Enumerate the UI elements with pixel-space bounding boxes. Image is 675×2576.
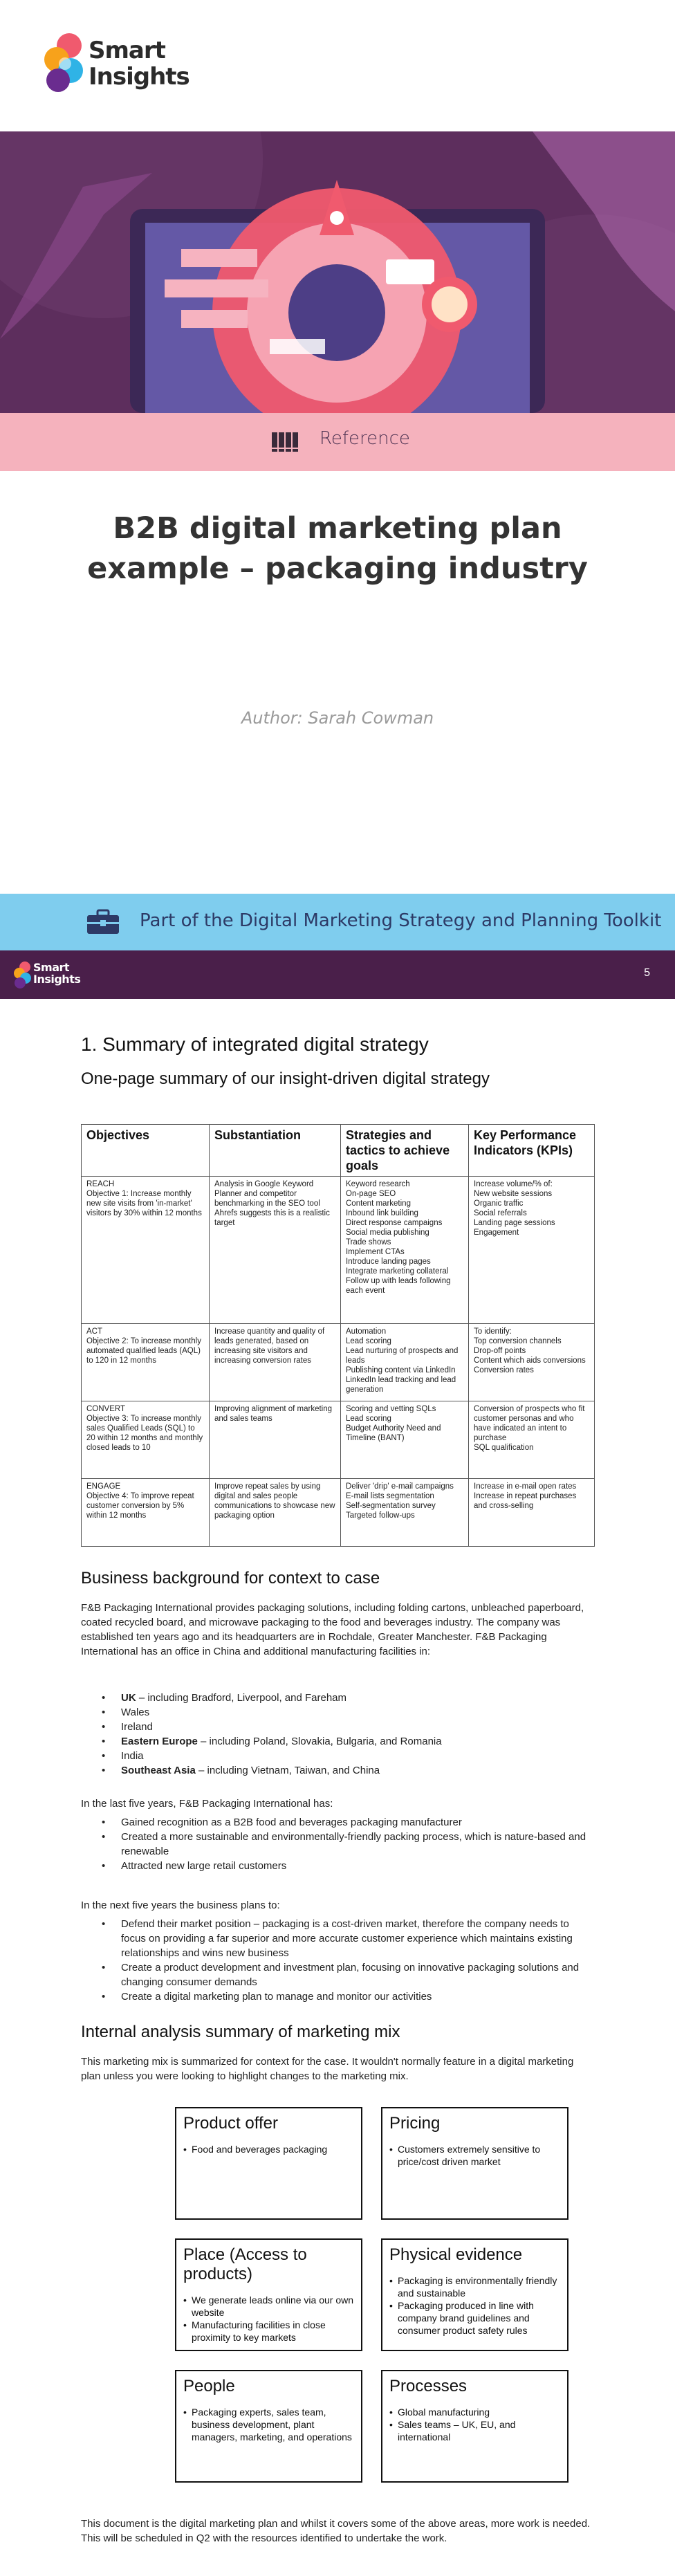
mix-box-title: People: [183, 2377, 235, 2395]
marketing-mix-heading: Internal analysis summary of marketing mix: [81, 2023, 400, 2041]
table-row: [82, 1324, 595, 1401]
list-item: • Southeast Asia – including Vietnam, Taiwan, and China: [81, 1763, 594, 1778]
section-subheading: One-page summary of our insight-driven digital strategy: [81, 1069, 490, 1088]
list-item: • Create a digital marketing plan to manage and monitor our activities: [81, 1989, 594, 2004]
header-logo-line1: Smart: [33, 961, 70, 974]
section-heading: 1. Summary of integrated digital strategy: [81, 1033, 429, 1055]
mix-item: • Food and beverages packaging: [183, 2143, 354, 2155]
list-item: • UK – including Bradford, Liverpool, and Fareham: [81, 1691, 594, 1705]
mix-item: • Packaging is environmentally friendly and sustainable: [389, 2274, 560, 2299]
mix-item: • Packaging produced in line with company brand guidelines and consumer product safety rules: [389, 2299, 560, 2337]
header-substantiation: Substantiation: [210, 1125, 341, 1177]
hero-illustration: [0, 131, 675, 413]
closing-paragraph: This document is the digital marketing plan and whilst it covers some of the above areas, more work is needed. This will be scheduled in Q2 with the resources identified to undertake the work.: [81, 2518, 591, 2544]
strategy-summary-table: [81, 1124, 595, 1547]
mix-item: • Packaging experts, sales team, business development, plant managers, marketing, and operations: [183, 2406, 354, 2443]
background-intro: F&B Packaging International provides packaging solutions, including folding cartons, unbleached paperboard, coated recycled board, and microwave packaging to the food and beverages industry. The company was established ten years ago and its headquarters are in Rochdale, Greater Manchester. F&B Packaging International has an office in China and additional manufacturing facilities in:: [81, 1602, 584, 1657]
mix-box-title: Place (Access to products): [183, 2245, 307, 2283]
header-strategies: Strategies and tactics to achieve goals: [341, 1125, 469, 1177]
page-number: 5: [644, 967, 650, 979]
logo-line1: Smart: [89, 37, 165, 64]
briefcase-icon: [86, 909, 120, 935]
next-five-years-list: [81, 1917, 594, 2004]
table-row: [82, 1401, 595, 1479]
background-heading: Business background for context to case: [81, 1569, 380, 1588]
header-kpis: Key Performance Indicators (KPIs): [469, 1125, 595, 1177]
marketing-mix-intro: This marketing mix is summarized for context for the case. It wouldn't normally feature in a digital marketing plan unless you were looking to highlight changes to the marketing mix.: [81, 2056, 574, 2082]
document-title: B2B digital marketing plan example – packaging industry: [87, 511, 588, 586]
header-logo-line2: Insights: [33, 973, 81, 986]
list-item: • Defend their market position – packaging is a cost-driven market, therefore the company needs to focus on providing a far superior and more accurate customer experience which maintains existing relationships and wins new business: [81, 1917, 594, 1960]
list-item: • Wales: [81, 1705, 594, 1720]
mix-box-product: [175, 2107, 362, 2220]
mix-box-people: [175, 2370, 362, 2483]
last-five-years-intro: In the last five years, F&B Packaging International has:: [81, 1798, 333, 1810]
next-five-years-intro: In the next five years the business plans to:: [81, 1899, 280, 1911]
toolkit-band[interactable]: [0, 894, 675, 950]
mix-item: • Manufacturing facilities in close proximity to key markets: [183, 2319, 354, 2344]
mix-box-pricing: [381, 2107, 568, 2220]
list-item: • Gained recognition as a B2B food and beverages packaging manufacturer: [81, 1815, 594, 1830]
mix-box-place: [175, 2238, 362, 2351]
books-icon: [271, 431, 300, 453]
header-logo: [12, 960, 82, 991]
table-cell: CONVERT Objective 3: To increase monthly sales Qualified Leads (SQL) to 20 within 12 months and monthly closed leads to 10: [82, 1401, 210, 1479]
mix-box-processes: [381, 2370, 568, 2483]
mix-item: • Sales teams – UK, EU, and international: [389, 2418, 560, 2443]
table-cell: Keyword research On-page SEO Content marketing Inbound link building Direct response campaigns Social media publishing Trade shows Implement CTAs Introduce landing pages Integrate marketing collateral Follow up with leads following each event: [341, 1177, 469, 1324]
list-item: • Create a product development and investment plan, focusing on innovative packaging solutions and changing consumer demands: [81, 1960, 594, 1989]
table-cell: Increase in e-mail open rates Increase in repeat purchases and cross-selling: [469, 1479, 595, 1547]
table-cell: ENGAGE Objective 4: To improve repeat customer conversion by 5% within 12 months: [82, 1479, 210, 1547]
last-five-years-list: [81, 1815, 594, 1873]
author-line: Author: Sarah Cowman: [241, 708, 434, 728]
list-item: • Created a more sustainable and environmentally-friendly packing process, which is nature-based and renewable: [81, 1830, 594, 1859]
table-cell: Analysis in Google Keyword Planner and competitor benchmarking in the SEO tool Ahrefs suggests this is a realistic target: [210, 1177, 341, 1324]
table-cell: To identify: Top conversion channels Drop-off points Content which aids conversions Conversion rates: [469, 1324, 595, 1401]
table-header-row: [82, 1125, 595, 1177]
table-cell: ACT Objective 2: To increase monthly automated qualified leads (AQL) to 120 in 12 months: [82, 1324, 210, 1401]
mix-item: • Global manufacturing: [389, 2406, 560, 2418]
mix-box-title: Product offer: [183, 2114, 278, 2133]
reference-band: [0, 413, 675, 471]
smart-insights-logo: [40, 29, 199, 98]
list-item: • Ireland: [81, 1720, 594, 1734]
mix-box-title: Pricing: [389, 2114, 441, 2133]
header-objectives: Objectives: [82, 1125, 210, 1177]
table-cell: Improving alignment of marketing and sales teams: [210, 1401, 341, 1479]
table-cell: Automation Lead scoring Lead nurturing of prospects and leads Publishing content via LinkedIn LinkedIn lead tracking and lead generation: [341, 1324, 469, 1401]
table-row: [82, 1177, 595, 1324]
table-cell: Increase quantity and quality of leads generated, based on increasing site visitors and increasing conversion rates: [210, 1324, 341, 1401]
mix-item: • Customers extremely sensitive to price/cost driven market: [389, 2143, 560, 2168]
logo-line2: Insights: [89, 63, 189, 91]
toolkit-label[interactable]: Part of the Digital Marketing Strategy and Planning Toolkit: [140, 910, 662, 931]
page-header: [0, 950, 675, 999]
reference-label: Reference: [320, 428, 410, 449]
table-cell: Improve repeat sales by using digital and sales people communications to showcase new packaging option: [210, 1479, 341, 1547]
mix-item: • We generate leads online via our own website: [183, 2294, 354, 2319]
table-row: [82, 1479, 595, 1547]
list-item: • Attracted new large retail customers: [81, 1859, 594, 1873]
list-item: • India: [81, 1749, 594, 1763]
list-item: • Eastern Europe – including Poland, Slovakia, Bulgaria, and Romania: [81, 1734, 594, 1749]
table-cell: Deliver 'drip' e-mail campaigns E-mail lists segmentation Self-segmentation survey Targeted follow-ups: [341, 1479, 469, 1547]
mix-box-title: Physical evidence: [389, 2245, 523, 2264]
mix-box-title: Processes: [389, 2377, 468, 2395]
locations-list: [81, 1691, 594, 1778]
table-cell: Increase volume/% of: New website sessions Organic traffic Social referrals Landing page sessions Engagement: [469, 1177, 595, 1324]
logo-mark-icon: [40, 29, 86, 98]
mix-box-physical-evidence: [381, 2238, 568, 2351]
header-logo-mark-icon: [12, 960, 32, 991]
table-cell: Conversion of prospects who fit customer personas and who have indicated an intent to purchase SQL qualification: [469, 1401, 595, 1479]
table-cell: REACH Objective 1: Increase monthly new site visits from 'in-market' visitors by 30% within 12 months: [82, 1177, 210, 1324]
table-cell: Scoring and vetting SQLs Lead scoring Budget Authority Need and Timeline (BANT): [341, 1401, 469, 1479]
